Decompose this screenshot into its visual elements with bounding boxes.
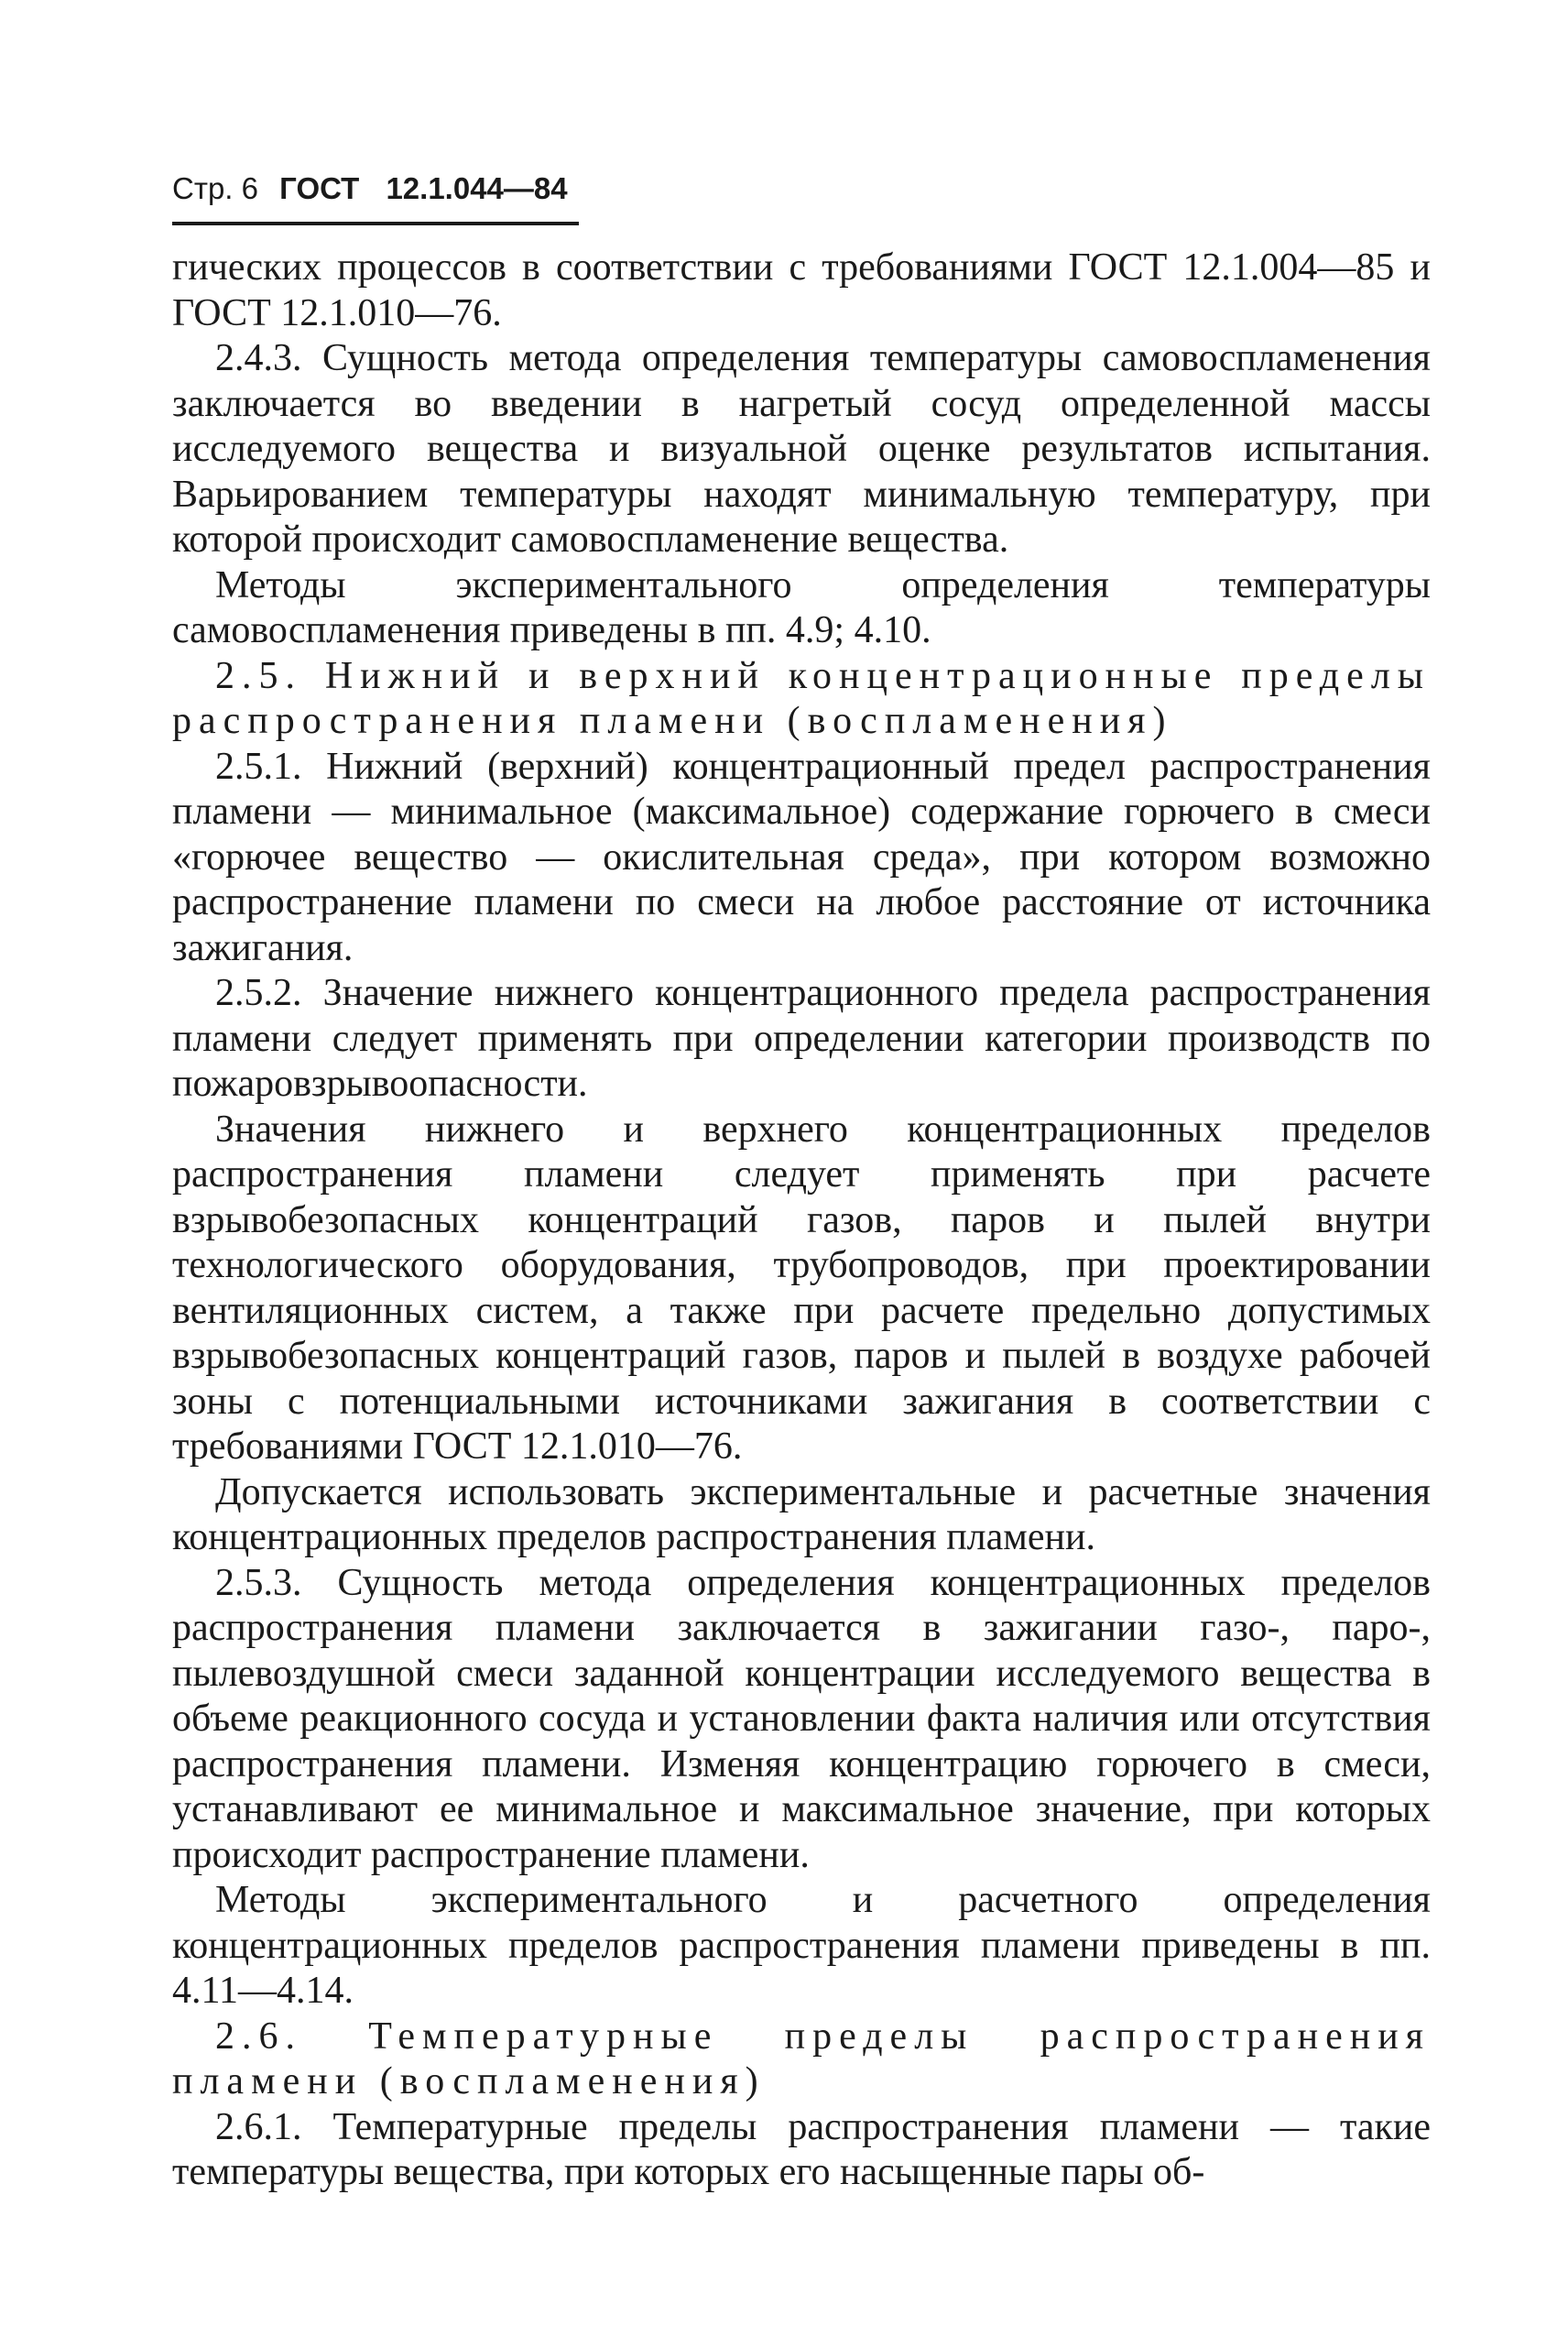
paragraph-limits-application: Значения нижнего и верхнего концентрационных пределов распространения пламени следует применять при расчете взрывобезопасных концентраций газов, паров и пылей внутри технологического оборудования, трубопроводов, при проектировании вентиляционных систем, а также при расчете предельно допустимых взрывобезопасных концентраций газов, паров и пылей в воздухе рабочей зоны с потенциальными источниками зажигания в соответствии с требованиями ГОСТ 12.1.010—76. xyxy=(172,1108,1431,1468)
document-page xyxy=(172,169,1431,2196)
paragraph-2-6-1: 2.6.1. Температурные пределы распространения пламени — такие температуры вещества, при которых его насыщенные пары об- xyxy=(172,2105,1431,2193)
paragraph-methods-autoignition: Методы экспериментального определения температуры самовоспламенения приведены в пп. 4.9; 4.10. xyxy=(172,563,1431,651)
page-header xyxy=(172,169,1431,208)
paragraph-continuation: гических процессов в соответствии с требованиями ГОСТ 12.1.004—85 и ГОСТ 12.1.010—76. xyxy=(172,246,1431,334)
paragraph-2-5-3: 2.5.3. Сущность метода определения концентрационных пределов распространения пламени заключается в зажигании газо-, паро-, пылевоздушной смеси заданной концентрации исследуемого вещества в объеме реакционного сосуда и установлении факта наличия или отсутствия распространения пламени. Изменяя концентрацию горючего в смеси, устанавливают ее минимальное и максимальное значение, при которых происходит распространение пламени. xyxy=(172,1561,1431,1876)
paragraph-2-5-2: 2.5.2. Значение нижнего концентрационного предела распространения пламени следует применять при определении категории производств по пожаровзрывоопасности. xyxy=(172,972,1431,1105)
header-rule xyxy=(172,222,579,225)
standard-number: 12.1.044—84 xyxy=(386,171,568,205)
section-heading-2-6: 2.6. Температурные пределы распространения пламени (воспламенения) xyxy=(172,2015,1431,2102)
standard-label: ГОСТ xyxy=(279,171,360,205)
paragraph-2-5-1: 2.5.1. Нижний (верхний) концентрационный предел распространения пламени — минимальное (максимальное) содержание горючего в смеси «горючее вещество — окислительная среда», при котором возможно распространение пламени по смеси на любое расстояние от источника зажигания. xyxy=(172,745,1431,969)
body-text xyxy=(172,246,1431,2196)
section-heading-2-5: 2.5. Нижний и верхний концентрационные пределы распространения пламени (воспламенения) xyxy=(172,654,1431,742)
paragraph-methods-concentration: Методы экспериментального и расчетного определения концентрационных пределов распространения пламени приведены в пп. 4.11—4.14. xyxy=(172,1879,1431,2012)
paragraph-2-4-3: 2.4.3. Сущность метода определения температуры самовоспламенения заключается во введении в нагретый сосуд определенной массы исследуемого вещества и визуальной оценке результатов испытания. Варьированием температуры находят минимальную температуру, при которой происходит самовоспламенение вещества. xyxy=(172,337,1431,561)
paragraph-allowed-values: Допускается использовать экспериментальные и расчетные значения концентрационных пределов распространения пламени. xyxy=(172,1470,1431,1558)
page-number: Стр. 6 xyxy=(172,171,258,205)
